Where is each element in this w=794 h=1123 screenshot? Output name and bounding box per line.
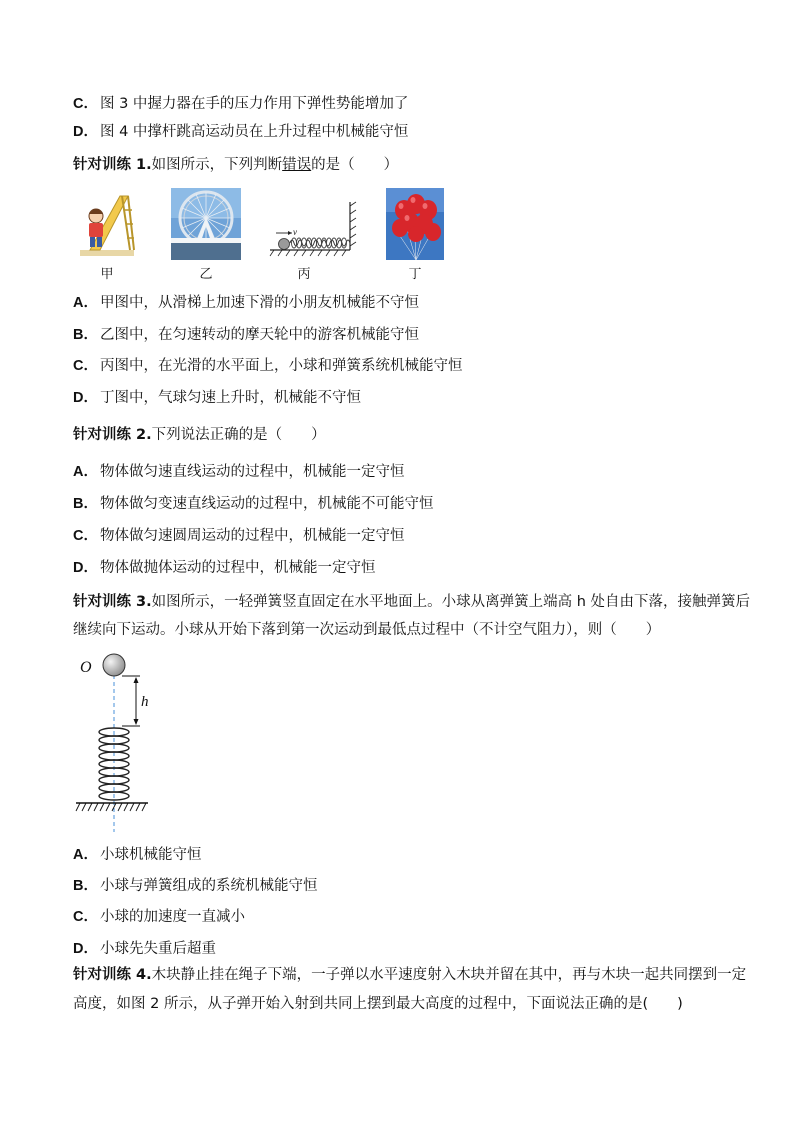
- option-text: 物体做匀速直线运动的过程中，机械能一定守恒: [99, 464, 405, 480]
- figure-balloons: [386, 188, 444, 260]
- option-label: C．: [73, 909, 98, 925]
- stem-emphasis: 错误: [282, 157, 312, 173]
- q3-stem-line-1: [73, 592, 750, 612]
- option-label: B．: [73, 496, 98, 512]
- q2-option-d: [73, 558, 375, 578]
- option-label: A．: [73, 295, 98, 311]
- falling-ball-diagram: [74, 650, 164, 835]
- q4-stem-line-1: [73, 965, 746, 985]
- option-label: C．: [73, 358, 98, 374]
- figure-ball-falling-spring: [74, 650, 164, 835]
- q3-option-d: [73, 939, 216, 959]
- q3-option-a: [73, 845, 201, 865]
- q4-stem-line-2: [73, 994, 683, 1014]
- q3-option-c: [73, 907, 245, 927]
- caption-bing: 丙: [297, 267, 311, 282]
- option-label: A．: [73, 847, 98, 863]
- option-text: 甲图中，从滑梯上加速下滑的小朋友机械能不守恒: [99, 295, 419, 311]
- q2-option-a: [73, 462, 404, 482]
- stem-text: 下列说法正确的是（ ）: [151, 427, 326, 443]
- q3-option-b: [73, 876, 317, 896]
- option-text: 图 4 中撑杆跳高运动员在上升过程中机械能守恒: [99, 124, 409, 140]
- q2-stem: [73, 425, 326, 445]
- option-label: D．: [73, 390, 98, 406]
- q1-option-b: [73, 325, 419, 345]
- figure-slide: [76, 188, 138, 260]
- q1-option-d: [73, 388, 361, 408]
- question-number: 针对训练 2.: [73, 427, 152, 443]
- ball-spring-diagram: [266, 188, 360, 260]
- option-text: 乙图中，在匀速转动的摩天轮中的游客机械能守恒: [99, 327, 419, 343]
- prev-option-d: [73, 122, 408, 142]
- prev-option-c: [73, 94, 408, 114]
- option-label: B．: [73, 327, 98, 343]
- option-label: A．: [73, 464, 98, 480]
- q1-option-a: [73, 293, 419, 313]
- option-text: 图 3 中握力器在手的压力作用下弹性势能增加了: [99, 96, 409, 112]
- caption-yi: 乙: [199, 267, 213, 282]
- option-text: 物体做匀速圆周运动的过程中，机械能一定守恒: [99, 528, 405, 544]
- option-text: 丙图中，在光滑的水平面上，小球和弹簧系统机械能守恒: [99, 358, 463, 374]
- stem-text: 的是（ ）: [311, 157, 399, 173]
- ferris-wheel-photo: [171, 188, 241, 260]
- stem-text: 继续向下运动。小球从开始下落到第一次运动到最低点过程中（不计空气阻力），则（ ）: [73, 622, 661, 638]
- q1-option-c: [73, 356, 462, 376]
- velocity-label: v: [293, 227, 297, 237]
- q2-option-b: [73, 494, 433, 514]
- q2-option-c: [73, 526, 404, 546]
- option-text: 丁图中，气球匀速上升时，机械能不守恒: [99, 390, 361, 406]
- option-label: C．: [73, 96, 98, 112]
- stem-text: 木块静止挂在绳子下端，一子弹以水平速度射入木块并留在其中，再与木块一起共同摆到一定: [151, 967, 747, 983]
- option-text: 物体做匀变速直线运动的过程中，机械能不可能守恒: [99, 496, 434, 512]
- option-text: 小球机械能守恒: [99, 847, 202, 863]
- figure-ball-spring: [266, 188, 360, 260]
- option-label: D．: [73, 941, 98, 957]
- q3-stem-line-2: [73, 620, 660, 640]
- option-text: 小球先失重后超重: [99, 941, 216, 957]
- option-text: 小球的加速度一直减小: [99, 909, 245, 925]
- q1-stem: [73, 155, 398, 175]
- origin-label: O: [80, 659, 92, 676]
- height-label: h: [141, 694, 149, 710]
- stem-text: 高度，如图 2 所示，从子弹开始入射到共同上摆到最大高度的过程中，下面说法正确的是( ): [73, 996, 683, 1012]
- balloons-photo: [386, 188, 444, 260]
- option-label: D．: [73, 124, 98, 140]
- stem-text: 如图所示，下列判断: [151, 157, 283, 173]
- figure-ferris-wheel: [171, 188, 241, 260]
- option-text: 小球与弹簧组成的系统机械能守恒: [99, 878, 318, 894]
- option-label: B．: [73, 878, 98, 894]
- option-text: 物体做抛体运动的过程中，机械能一定守恒: [99, 560, 376, 576]
- caption-jia: 甲: [100, 267, 114, 282]
- question-number: 针对训练 4.: [73, 967, 152, 983]
- option-label: D．: [73, 560, 98, 576]
- caption-ding: 丁: [408, 267, 422, 282]
- stem-text: 如图所示，一轻弹簧竖直固定在水平地面上。小球从离弹簧上端高 h 处自由下落，接触弹簧后: [151, 594, 751, 610]
- question-number: 针对训练 1.: [73, 157, 152, 173]
- slide-child-illustration: [76, 188, 138, 260]
- option-label: C．: [73, 528, 98, 544]
- question-number: 针对训练 3.: [73, 594, 152, 610]
